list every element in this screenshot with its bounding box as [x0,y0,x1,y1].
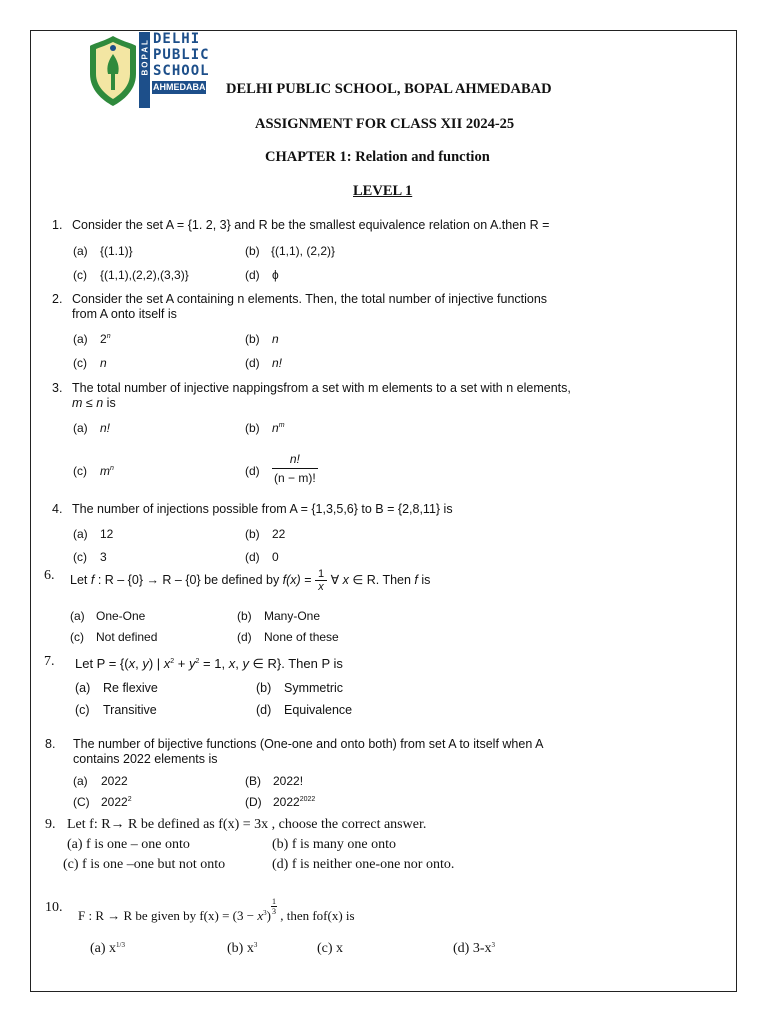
q8-line1: The number of bijective functions (One-one and onto both) from set A to itself when A [73,737,544,751]
q7-a: Re flexive [103,681,158,695]
q1-d: ϕ [272,268,279,282]
q2-d: n! [272,356,283,370]
q3-line2 [72,396,116,410]
q3-c-label: (c) [73,464,87,478]
q7-a-label: (a) [75,681,91,695]
logo-side-text: BOPAL [140,38,150,76]
q8-b: 2022! [273,774,304,788]
q3-c [100,464,114,478]
q10-a-base: (a) x [90,941,117,956]
q3-le: ≤ [82,396,97,410]
q10-d-base: (d) 3-x [453,941,492,956]
q9-d: (d) f is neither one-one nor onto. [272,857,455,872]
q4-a-label: (a) [73,527,88,541]
q6-a-label: (a) [70,609,85,623]
q1-a: {(1.1)} [100,244,133,258]
q2-a-label: (a) [73,332,88,346]
q1-text: Consider the set A = {1. 2, 3} and R be the smallest equivalence relation on A.then R = [72,218,550,232]
q7-x3: x [228,656,236,671]
q8-b-label: (B) [245,774,261,788]
q10-pre: F : R → R be given by f(x) = (3 − [78,908,258,923]
q1-number: 1. [52,218,63,232]
q9-a: (a) f is one – one onto [67,837,190,852]
q10-x: x [257,908,264,923]
q4-number: 4. [52,502,63,516]
assignment-title: ASSIGNMENT FOR CLASS XII 2024-25 [255,116,515,132]
q8-d [273,795,315,809]
q2-b: n [272,332,279,346]
q7-p1: Let P = {( [75,656,129,671]
q10-b-exp: 3 [253,941,258,949]
school-logo [86,30,212,110]
q7-y3: y [242,656,249,671]
q10-d-exp: 3 [491,941,495,949]
q1-c-label: (c) [73,268,87,282]
q3-b-label: (b) [245,421,260,435]
q10-c: (c) x [317,941,344,956]
school-name: DELHI PUBLIC SCHOOL, BOPAL AHMEDABAD [226,81,552,97]
q3-a-label: (a) [73,421,88,435]
q8-c-label: (C) [73,795,90,809]
q6-frac-num: 1 [317,568,325,580]
q2-b-label: (b) [245,332,260,346]
q6-c: Not defined [96,630,158,644]
q6-d-label: (d) [237,630,252,644]
q7-x2: x [163,656,171,671]
q3-number: 3. [52,381,63,395]
q6-c-label: (c) [70,630,84,644]
q10-exp: 3 [263,909,267,917]
q7-d-label: (d) [256,703,272,717]
q7-comma: , [135,656,143,671]
q1-d-label: (d) [245,268,260,282]
q3-b [272,421,285,435]
q3-d-label: (d) [245,464,260,478]
q7-c-label: (c) [75,703,90,717]
q7-c2: , [235,656,243,671]
q2-a-base: 2 [100,332,107,346]
q6-number: 6. [44,568,55,583]
q4-text: The number of injections possible from A = {1,3,5,6} to B = {2,8,11} is [72,502,453,516]
q6-is: is [417,572,431,587]
shield-emblem-icon [88,34,138,108]
q10-pow-den: 3 [271,907,276,916]
q3-is: is [103,396,116,410]
q1-a-label: (a) [73,244,88,258]
q3-m: m [72,396,83,410]
q3-d-num: n! [289,452,300,466]
q2-c: n [100,356,107,370]
q7-x: x [128,656,136,671]
q7-post: = 1, [199,656,229,671]
q7-b: Symmetric [284,681,344,695]
q1-b-label: (b) [245,244,260,258]
q7-c: Transitive [103,703,157,717]
q6-a: One-One [96,609,146,623]
q4-d: 0 [272,550,279,564]
q8-line2: contains 2022 elements is [73,752,218,766]
q2-line1: Consider the set A containing n elements. Then, the total number of injective functions [72,292,548,306]
q8-d-label: (D) [245,795,262,809]
q9-b: (b) f is many one onto [272,837,397,852]
q6-b: Many-One [264,609,321,623]
q8-d-exp: 2022 [299,796,316,803]
q10-pow-num: 1 [271,897,276,906]
q7-text [75,656,343,672]
q10-b [227,941,257,957]
q2-line2: from A onto itself is [72,307,177,321]
logo-word-delhi: DELHI [153,31,201,47]
q3-a: n! [100,421,111,435]
q2-a-exp: n [106,333,111,340]
q6-eq: = [300,572,315,587]
q3-line1: The total number of injective nappingsfrom a set with m elements to a set with n elements, [72,381,571,395]
q6-fx: f(x) [282,572,301,587]
q1-c: {(1,1),(2,2),(3,3)} [100,268,189,282]
q8-a: 2022 [101,774,128,788]
q2-d-label: (d) [245,356,260,370]
q8-a-label: (a) [73,774,88,788]
q3-n: n [96,396,104,410]
q10-close: ) [266,908,271,923]
q10-number: 10. [45,900,63,915]
q6-forall: ∀ [327,572,343,587]
q7-sq2: 2 [195,658,200,665]
q2-a [100,332,111,346]
q4-d-label: (d) [245,550,260,564]
q8-c-base: 2022 [101,795,128,809]
q4-a: 12 [100,527,114,541]
q10-a-exp: 1/3 [116,941,125,949]
q7-b-label: (b) [256,681,272,695]
q10-d [453,941,495,957]
q4-b-label: (b) [245,527,260,541]
q6-then: ∈ R. Then [348,572,415,587]
q6-b-label: (b) [237,609,252,623]
q7-number: 7. [44,654,55,669]
logo-word-public: PUBLIC [153,47,210,63]
q10-a [90,941,125,957]
q7-y2: y [189,656,196,671]
q6-d: None of these [264,630,339,644]
q6-let: Let [70,572,91,587]
q3-d [272,452,318,485]
q3-d-den: (n − m)! [272,468,318,485]
q10-post: , then fof(x) is [276,908,355,923]
q9-number: 9. [45,817,56,832]
q10-text [78,897,355,924]
logo-word-school: SCHOOL [153,63,210,79]
chapter-title: CHAPTER 1: Relation and function [265,149,490,165]
q3-b-base: n [272,421,279,435]
q3-c-base: m [100,464,110,478]
q4-b: 22 [272,527,286,541]
q7-y: y [142,656,149,671]
q4-c: 3 [100,550,107,564]
q10-b-base: (b) x [227,941,254,956]
level-title: LEVEL 1 [353,183,413,199]
q6-x: x [342,572,349,587]
q6-f2: f [414,572,418,587]
q2-number: 2. [52,292,63,306]
q7-sq1: 2 [170,658,175,665]
q6-text [70,568,430,593]
logo-city: AHMEDABAD [153,82,212,92]
q9-text: Let f: R→ R be defined as f(x) = 3x , choose the correct answer. [67,817,427,832]
q8-c-exp: 2 [127,796,132,803]
q1-b: {(1,1), (2,2)} [271,244,336,258]
q6-frac-den: x [315,580,327,593]
q4-c-label: (c) [73,550,87,564]
q7-end: ∈ R}. Then P is [248,656,343,671]
q6-mid: : R – {0} → R – {0} be defined by [94,572,283,587]
q2-c-label: (c) [73,356,87,370]
q3-b-exp: m [278,422,285,429]
q3-c-exp: n [110,465,114,472]
q8-number: 8. [45,737,56,751]
q6-f: f [90,572,95,587]
q8-c [101,795,132,809]
q9-c: (c) f is one –one but not onto [63,857,226,872]
q7-mid: ) | [148,656,164,671]
q8-d-base: 2022 [273,795,300,809]
q7-d: Equivalence [284,703,353,717]
q7-plus: + [174,656,190,671]
